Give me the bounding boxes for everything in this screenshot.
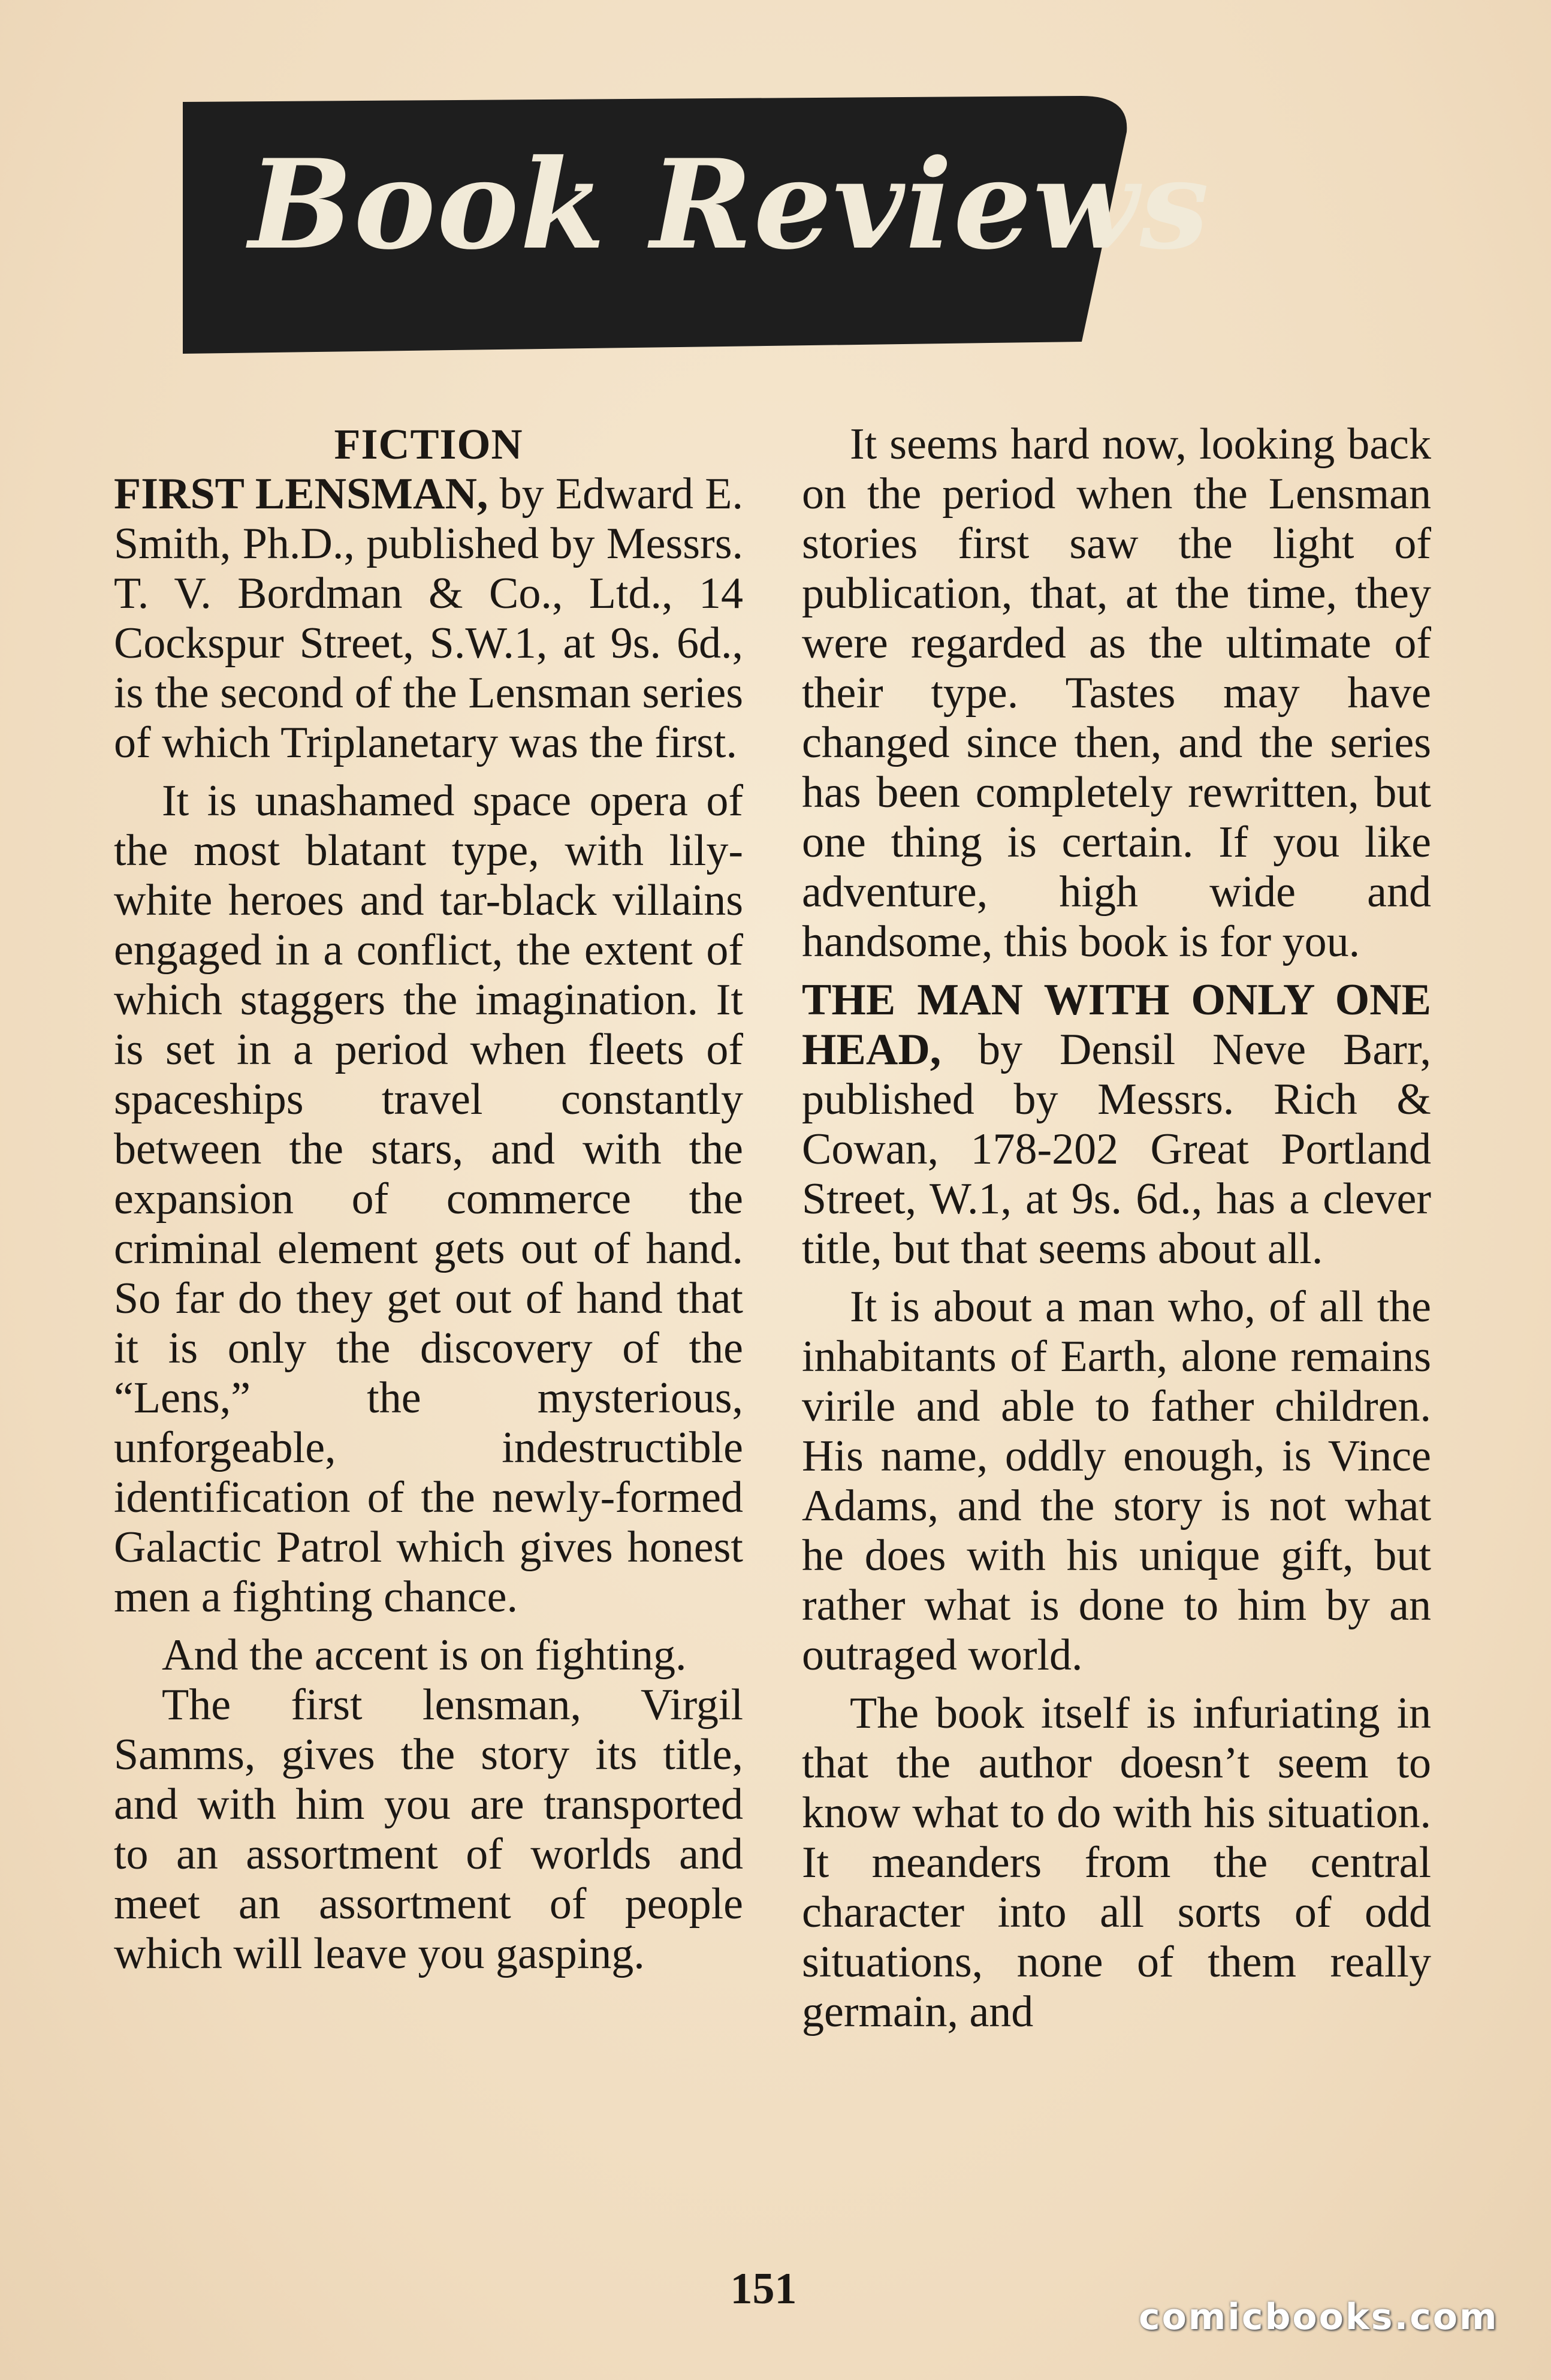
review-paragraph: The first lensman, Virgil Samms, gives the story its title, and with him you are transported to an assortment of worlds and meet an assortment of people which will leave you gasping.	[114, 1680, 743, 1978]
review-intro-text: by Edward E. Smith, Ph.D., published by Messrs. T. V. Bordman & Co., Ltd., 14 Cockspur Street, S.W.1, at 9s. 6d., is the second of the Lensman series of which Triplanetary was the first.	[114, 469, 743, 767]
page-number: 151	[730, 2264, 797, 2313]
review-first-lensman-intro	[114, 469, 743, 768]
section-heading: FICTION	[334, 420, 523, 468]
review-paragraph: It seems hard now, looking back on the period when the Lensman stories first saw the light of publication, that, at the time, they were regarded as the ultimate of their type. Tastes may have changed since then, and the series has been completely rewritten, but one thing is certain. If you like adventure, high wide and handsome, this book is for you.	[802, 420, 1431, 966]
review-intro-text: by Densil Neve Barr, published by Messrs. Rich & Cowan, 178-202 Great Portland Street, W.1, at 9s. 6d., has a clever title, but that seems about all.	[802, 1025, 1431, 1273]
section-banner	[183, 96, 1211, 354]
watermark: comicbooks.com	[1139, 2296, 1499, 2338]
review-paragraph: The book itself is infuriating in that the author doesn’t seem to know what to do with his situation. It meanders from the central character into all sorts of odd situations, none of them really germain, and	[802, 1689, 1431, 2036]
review-paragraph: And the accent is on fighting.	[162, 1631, 687, 1680]
left-column	[114, 420, 743, 1979]
review-title: FIRST LENSMAN,	[114, 469, 488, 519]
page-title: Book Reviews	[249, 133, 1211, 277]
review-paragraph: It is unashamed space opera of the most blatant type, with lily-white heroes and tar-black villains engaged in a conflict, the extent of which staggers the imagination. It is set in a period when fleets of spaceships travel constantly between the stars, and with the expansion of commerce the criminal element gets out of hand. So far do they get out of hand that it is only the discovery of the “Lens,” the mysterious, unforgeable, indestructible identification of the newly-formed Galactic Patrol which gives honest men a fighting chance.	[114, 776, 743, 1622]
review-title: THE MAN WITH ONLY ONE HEAD,	[802, 975, 1431, 1074]
review-paragraph: It is about a man who, of all the inhabitants of Earth, alone remains virile and able to father children. His name, oddly enough, is Vince Adams, and the story is not what he does with his unique gift, but rather what is done to him by an outraged world.	[802, 1282, 1431, 1680]
review-man-with-one-head-intro	[802, 975, 1431, 1274]
right-column	[802, 420, 1431, 2037]
